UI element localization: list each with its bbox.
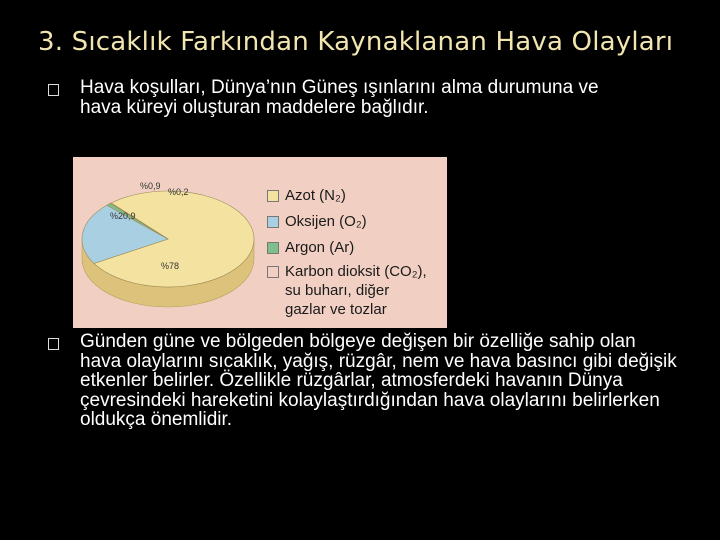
- legend-item-nitrogen: [285, 187, 346, 205]
- legend-swatch: [267, 266, 279, 278]
- legend-label: Argon (Ar): [285, 239, 355, 256]
- legend-label: Karbon dioksit (CO₂),: [285, 263, 427, 280]
- legend-item-argon: [285, 239, 354, 257]
- pie-value-label: %0,9: [140, 181, 161, 191]
- pie-value-label: %78: [160, 261, 180, 271]
- pie-chart: [73, 157, 263, 328]
- legend-item-oxygen: [285, 213, 367, 231]
- bullet-text: Günden güne ve bölgeden bölgeye değişen bir özelliğe sahip olan hava olaylarını sıcaklık, yağış, rüzgâr, nem ve hava basıncı gibi değişik etkenler belirler. Özellikle rüzgârlar, atmosferdeki havanın Dünya çevresindeki hareketini kolaylaştırdığından hava olaylarını belirlerken oldukça önemlidir.: [80, 331, 677, 430]
- legend-swatch: [267, 242, 279, 254]
- pie-value-label: %20,9: [110, 211, 136, 221]
- legend-swatch: [267, 190, 279, 202]
- bullet-square-icon: [48, 338, 59, 350]
- bullet-text: Hava koşulları, Dünya’nın Güneş ışınlarını alma durumuna ve hava küreyi oluşturan maddelere bağlıdır.: [80, 77, 599, 118]
- bullet-square-icon: [48, 84, 59, 96]
- legend-label-continued: gazlar ve tozlar: [285, 301, 387, 318]
- legend-label-continued: su buharı, diğer: [285, 282, 390, 299]
- legend-item-other: [285, 263, 427, 281]
- legend-label: Oksijen (O₂): [285, 213, 367, 230]
- atmosphere-composition-figure: [73, 157, 447, 328]
- slide-title: 3. Sıcaklık Farkından Kaynaklanan Hava Olayları: [38, 27, 674, 57]
- legend-label: Azot (N₂): [285, 187, 346, 204]
- legend-swatch: [267, 216, 279, 228]
- pie-value-label: %0,2: [168, 187, 189, 197]
